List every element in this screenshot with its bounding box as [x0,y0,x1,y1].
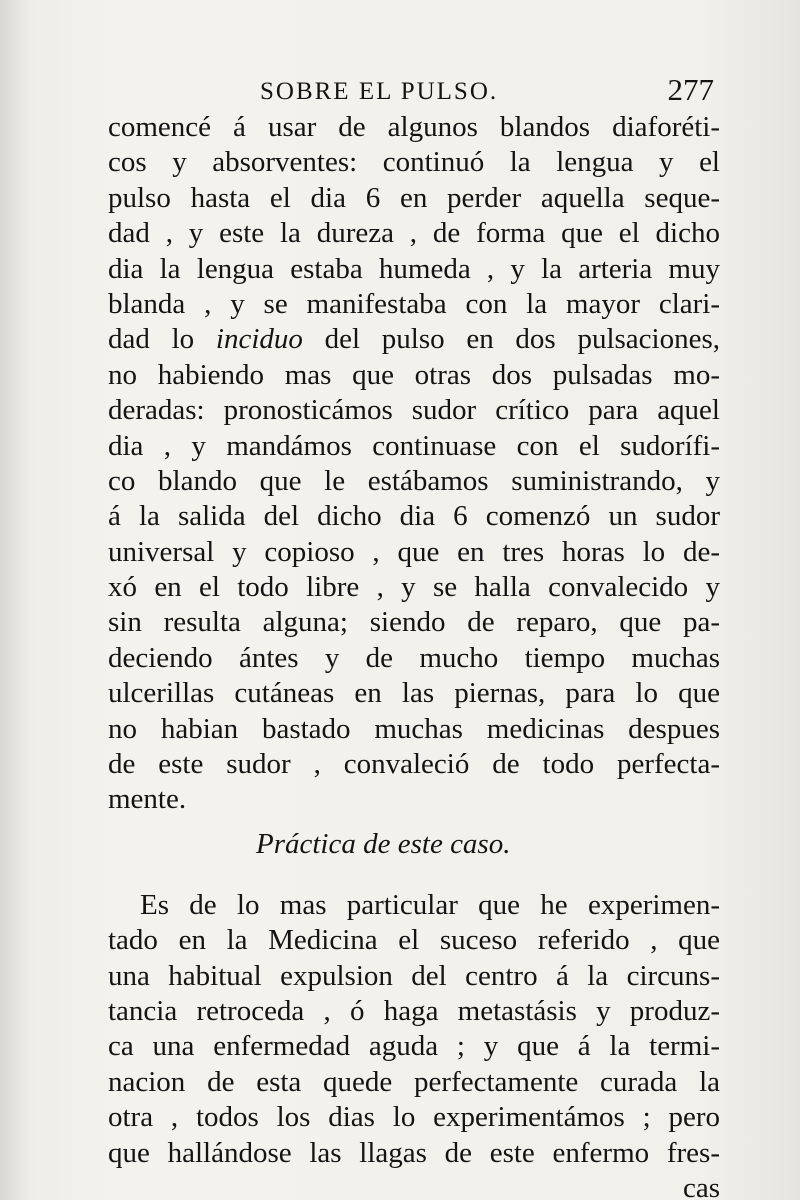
text-line: comencé á usar de algunos blandos diaforéti- [108,111,720,143]
paragraph-1 [108,110,720,818]
text-line [108,322,720,357]
text-line: dad , y este la dureza , de forma que el dicho [108,217,720,250]
text-line: no habian bastado muchas medicinas despues [108,712,720,745]
text-line: ca una enfermedad aguda ; y que á la termi- [108,1030,720,1063]
text-line: que hallándose las llagas de este enfermo fres- [108,1136,720,1169]
text-line: dia la lengua estaba humeda , y la arteria muy [108,252,720,285]
body-text [108,110,720,1200]
page-number: 277 [667,72,714,107]
text-line: co blando que le estábamos suministrando, y [108,464,720,497]
text-line: tancia retroceda , ó haga metastásis y produz- [108,994,720,1027]
running-head: SOBRE EL PULSO. [260,78,499,105]
text-line: tado en la Medicina el suceso referido , que [108,924,720,957]
catchword: cas [682,1171,720,1200]
text-line: xó en el todo libre , y se halla convalecido y [108,571,720,604]
text-line: sin resulta alguna; siendo de reparo, que pa- [108,606,720,639]
text-line: universal y copioso , que en tres horas lo de- [108,535,720,568]
text-line: pulso hasta el dia 6 en perder aquella seque- [108,181,720,214]
text-line: deradas: pronosticámos sudor crítico para aquel [108,394,720,427]
text-line: otra , todos los dias lo experimentámos ; pero [108,1101,720,1134]
text-segment: dad lo [108,323,216,356]
text-line: cos y absorventes: continuó la lengua y el [108,146,720,179]
italic-term: inciduo [215,323,303,356]
paragraph-2 [108,888,720,1171]
text-line: ulcerillas cutáneas en las piernas, para lo que [108,677,720,710]
text-line: no habiendo mas que otras dos pulsadas mo- [108,358,720,391]
text-line: blanda , y se manifestaba con la mayor clari- [108,287,720,320]
text-line: Es de lo mas particular que he experimen- [140,888,720,921]
text-line: mente. [108,783,187,816]
section-heading: Práctica de este caso. [256,827,511,860]
text-line: una habitual expulsion del centro á la circuns- [108,959,720,992]
text-line: de este sudor , convaleció de todo perfecta- [108,748,720,781]
text-line: deciendo ántes y de mucho tiempo muchas [108,641,720,674]
text-line: á la salida del dicho dia 6 comenzó un sudor [108,500,720,533]
text-line: dia , y mandámos continuase con el sudorífi- [108,429,720,462]
page-header [108,72,720,112]
text-segment: del pulso en dos pulsaciones, [302,323,720,356]
text-line: nacion de esta quede perfectamente curada la [108,1065,720,1098]
